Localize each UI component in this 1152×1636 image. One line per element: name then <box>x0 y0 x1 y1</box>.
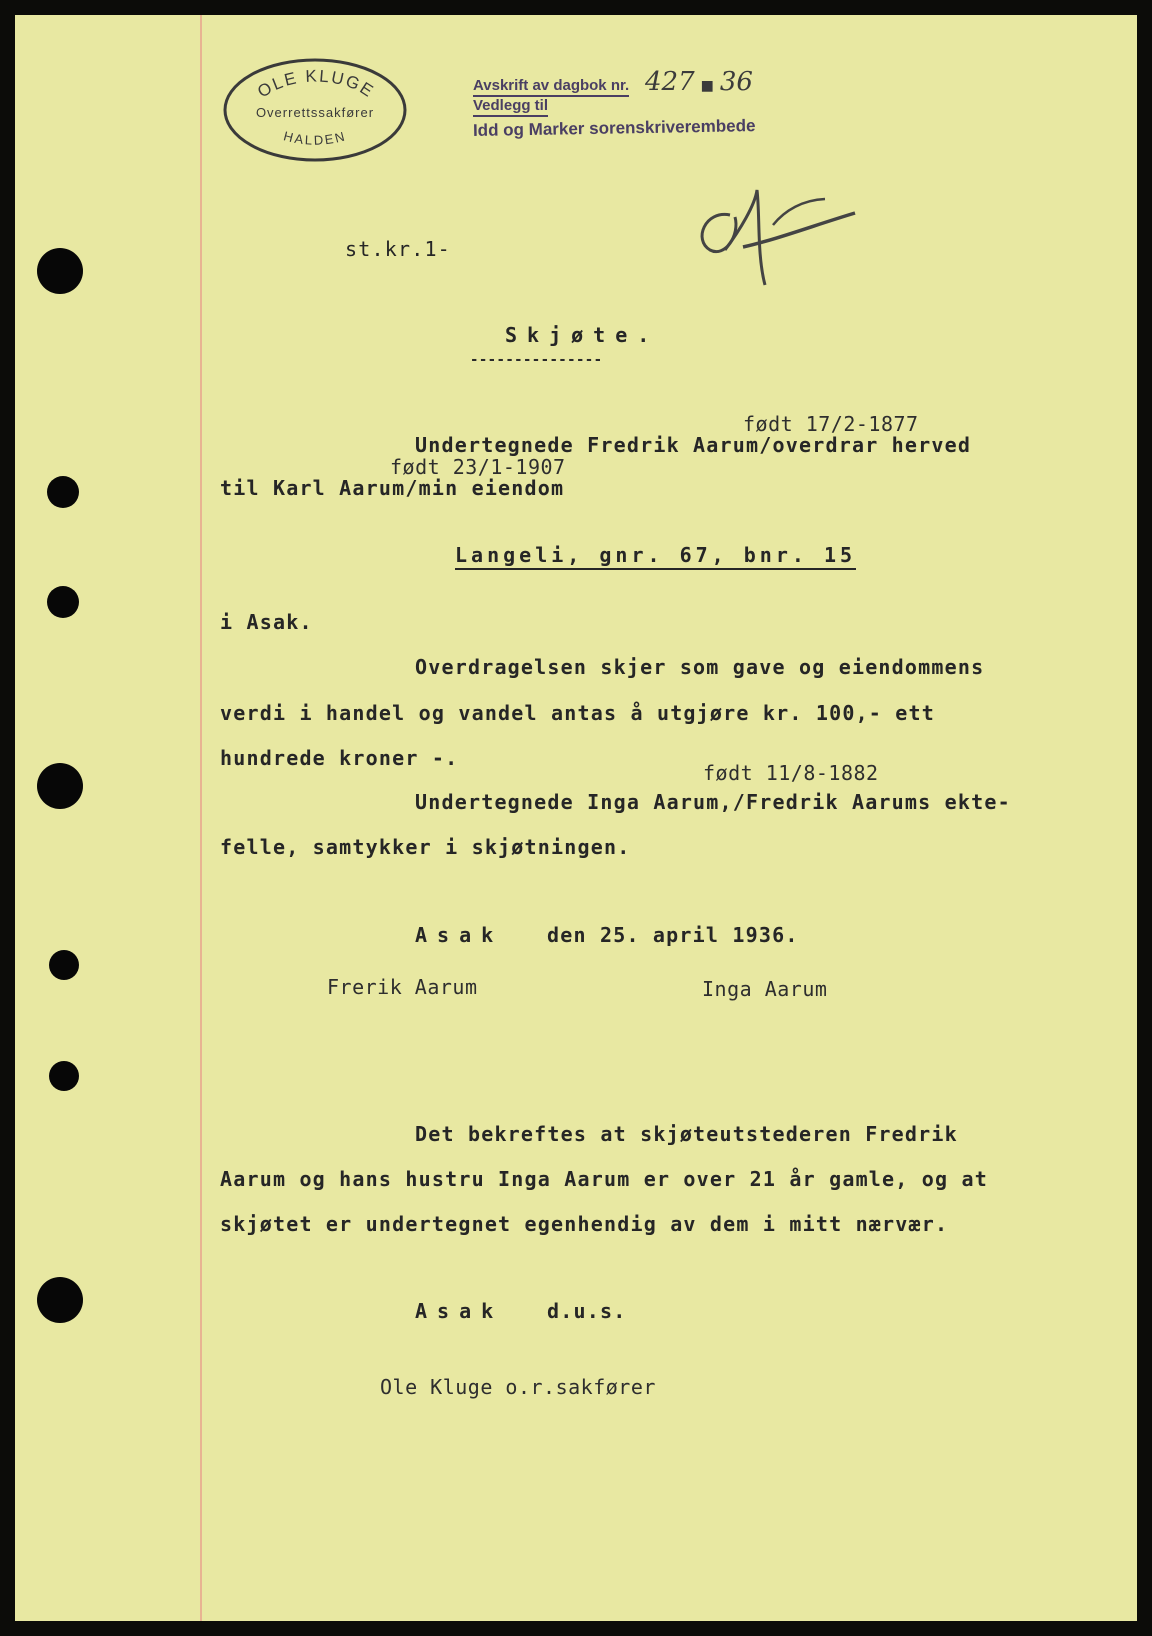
punch-hole <box>49 950 79 980</box>
para3-line2: felle, samtykker i skjøtningen. <box>220 835 631 859</box>
signature-inga: Inga Aarum <box>702 977 828 1001</box>
para2-line1: Overdragelsen skjer som gave og eiendommens <box>415 655 985 679</box>
punch-hole <box>47 586 79 618</box>
punch-hole <box>37 248 83 294</box>
registry-stamp-line3: Idd og Marker sorenskriverembede <box>472 116 756 140</box>
stamp-arc-bottom: HALDEN <box>282 128 348 148</box>
registry-stamp-line1: Avskrift av dagbok nr. <box>473 77 629 94</box>
confirmation-line1: Det bekreftes at skjøteutstederen Fredrik <box>415 1122 958 1146</box>
handwritten-initials <box>685 155 875 305</box>
svg-text:OLE KLUGE <box>254 66 378 101</box>
punch-hole <box>47 476 79 508</box>
document-title: Skjøte. <box>505 323 660 347</box>
confirmation-line2: Aarum og hans hustru Inga Aarum er over 21 år gamle, og at <box>220 1167 988 1191</box>
stamp-fee: st.kr.1- <box>345 237 451 261</box>
closing-abbrev: d.u.s. <box>547 1299 627 1323</box>
punch-hole <box>37 763 83 809</box>
para2-line2: verdi i handel og vandel antas å utgjøre kr. 100,- ett <box>220 701 936 725</box>
birth-note-karl: født 23/1-1907 <box>390 455 566 479</box>
birth-note-fredrik: født 17/2-1877 <box>743 412 919 436</box>
stamp-middle: Overrettssakfører <box>255 105 375 120</box>
para2-line3: hundrede kroner -. <box>220 746 459 770</box>
signer-name: Ole Kluge o.r.sakfører <box>380 1375 656 1399</box>
svg-text:HALDEN <box>282 128 348 147</box>
margin-line <box>200 15 202 1621</box>
title-underline: --------------- <box>470 352 603 368</box>
birth-note-inga: født 11/8-1882 <box>703 761 879 785</box>
confirmation-line3: skjøtet er undertegnet egenhendig av dem i mitt nærvær. <box>220 1212 949 1236</box>
punch-hole <box>37 1277 83 1323</box>
stamp-arc-top: OLE KLUGE <box>254 66 379 102</box>
lawyer-stamp <box>220 55 410 163</box>
para3-line1: Undertegnede Inga Aarum,/Fredrik Aarums ekte- <box>415 790 1011 814</box>
registry-stamp-line2: Vedlegg til <box>473 97 548 114</box>
para1-line1: Undertegnede Fredrik Aarum/overdrar herved <box>415 433 972 457</box>
journal-number: 427 ■ 36 <box>645 67 753 97</box>
para1-line2: til Karl Aarum/min eiendom <box>220 476 565 500</box>
date-text: den 25. april 1936. <box>547 923 799 947</box>
punch-hole <box>49 1061 79 1091</box>
signature-fredrik: Frerik Aarum <box>327 975 478 999</box>
property-designation: Langeli, gnr. 67, bnr. 15 <box>455 543 856 567</box>
closing-place: Asak <box>415 1299 504 1323</box>
document-page <box>15 15 1137 1621</box>
date-place: Asak <box>415 923 504 947</box>
location-line: i Asak. <box>220 610 313 634</box>
